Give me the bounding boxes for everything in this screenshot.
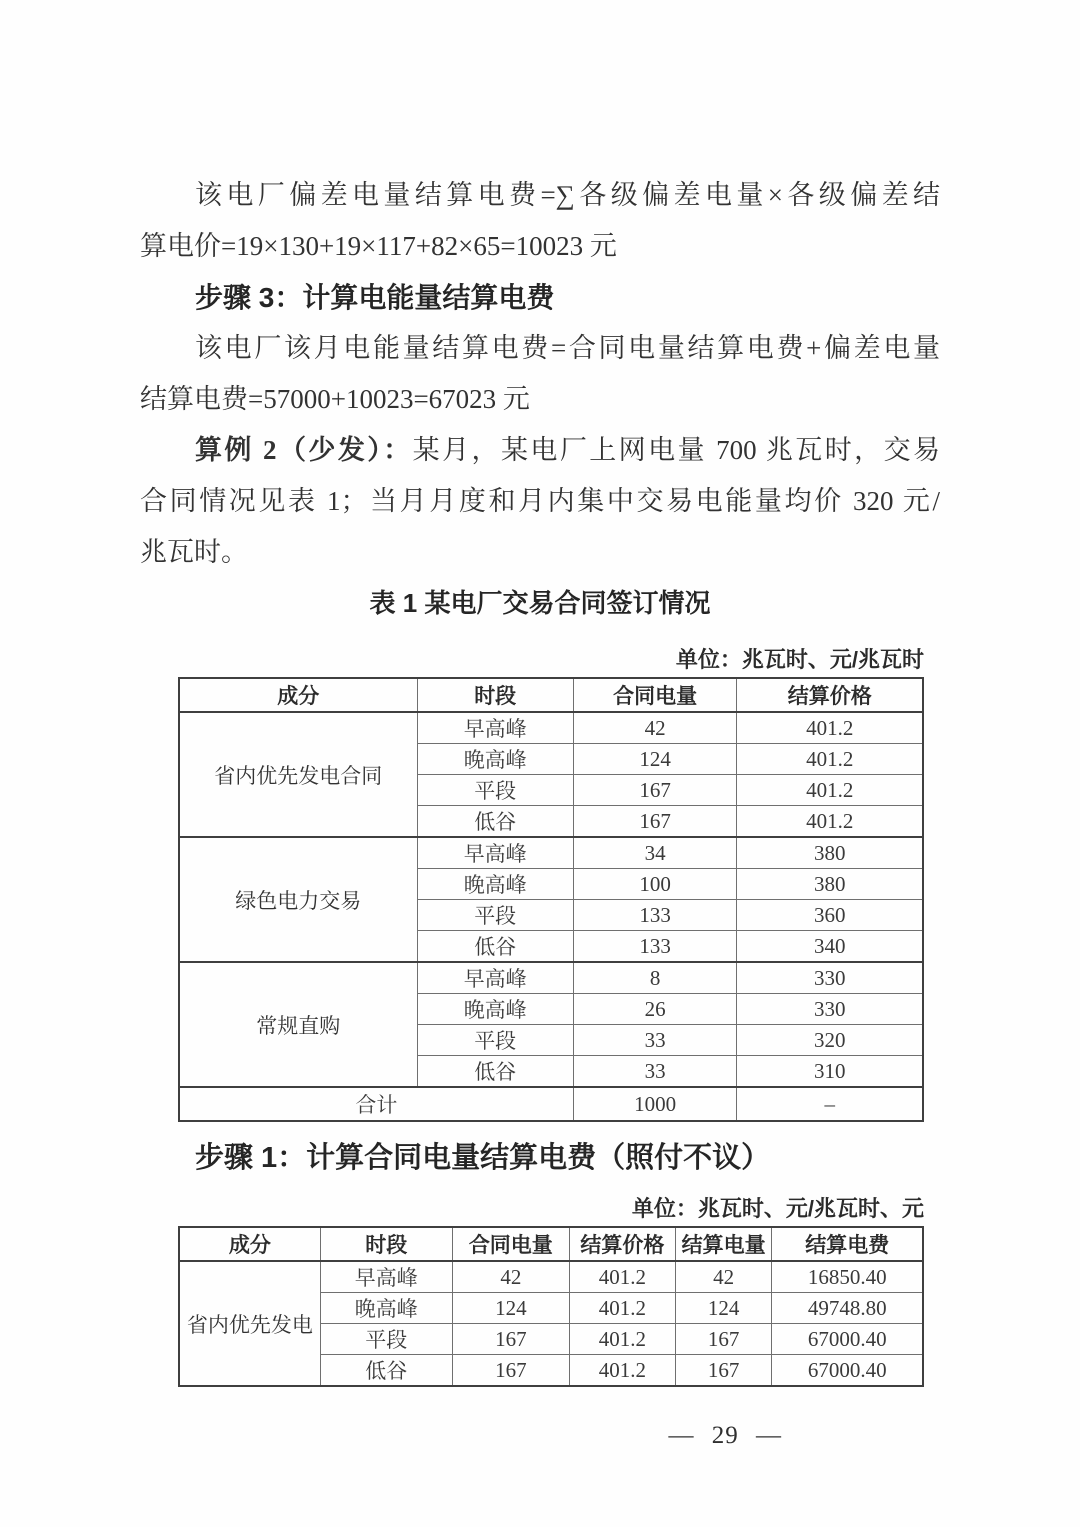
table1-group3-name: 常规直购 bbox=[179, 962, 417, 1087]
table-cell: 124 bbox=[675, 1293, 772, 1324]
table-cell: 401.2 bbox=[570, 1261, 676, 1293]
table-cell: 167 bbox=[573, 775, 737, 806]
table-cell: 310 bbox=[737, 1056, 923, 1088]
table1-total-volume: 1000 bbox=[573, 1087, 737, 1121]
paragraph2-line1: 该电厂该月电能量结算电费=合同电量结算电费+偏差电量 bbox=[195, 333, 940, 363]
paragraph1-line2: 算电价=19×130+19×117+82×65=10023 元 bbox=[140, 231, 617, 261]
table1-header-volume: 合同电量 bbox=[573, 678, 737, 712]
table-cell: 67000.40 bbox=[772, 1324, 923, 1355]
example2-line1-rest: 某月，某电厂上网电量 700 兆瓦时，交易 bbox=[412, 435, 941, 465]
table-cell: 401.2 bbox=[737, 775, 923, 806]
table-cell: 330 bbox=[737, 994, 923, 1025]
table-cell: 33 bbox=[573, 1056, 737, 1088]
table2-group-name: 省内优先发电 bbox=[179, 1261, 320, 1386]
table1-total-row bbox=[179, 1087, 923, 1121]
table2-header-contract-volume: 合同电量 bbox=[452, 1227, 570, 1261]
table-cell: 401.2 bbox=[737, 806, 923, 838]
table-cell: 124 bbox=[452, 1293, 570, 1324]
table-cell: 早高峰 bbox=[417, 712, 573, 744]
step1-heading: 步骤 1：计算合同电量结算电费（照付不议） bbox=[195, 1142, 771, 1174]
example2-line3: 兆瓦时。 bbox=[140, 537, 248, 567]
table-cell: 平段 bbox=[417, 775, 573, 806]
table-cell: 晚高峰 bbox=[417, 994, 573, 1025]
table1 bbox=[178, 677, 924, 1122]
table-cell: 42 bbox=[573, 712, 737, 744]
table-cell: 26 bbox=[573, 994, 737, 1025]
table-cell: 平段 bbox=[417, 1025, 573, 1056]
table1-caption: 表 1 某电厂交易合同签订情况 bbox=[369, 588, 711, 618]
table-cell: 380 bbox=[737, 837, 923, 869]
table2-unit-note: 单位：兆瓦时、元/兆瓦时、元 bbox=[631, 1196, 924, 1221]
table-cell: 低谷 bbox=[417, 806, 573, 838]
table-cell: 42 bbox=[452, 1261, 570, 1293]
table1-total-label: 合计 bbox=[179, 1087, 573, 1121]
table-cell: 167 bbox=[573, 806, 737, 838]
table-cell: 330 bbox=[737, 962, 923, 994]
table-cell: 8 bbox=[573, 962, 737, 994]
table-cell: 167 bbox=[452, 1324, 570, 1355]
table-cell: 低谷 bbox=[417, 1056, 573, 1088]
table-cell: 401.2 bbox=[737, 744, 923, 775]
table-cell: 低谷 bbox=[417, 931, 573, 963]
table-cell: 167 bbox=[675, 1324, 772, 1355]
table-cell: 133 bbox=[573, 900, 737, 931]
table2-header-settle-fee: 结算电费 bbox=[772, 1227, 923, 1261]
table2-header-row bbox=[179, 1227, 923, 1261]
table1-unit-note: 单位：兆瓦时、元/兆瓦时 bbox=[675, 647, 924, 672]
table-cell: 49748.80 bbox=[772, 1293, 923, 1324]
example2-lead: 算例 2（少发）： bbox=[195, 435, 413, 465]
table-cell: 低谷 bbox=[320, 1355, 452, 1387]
example2-line2: 合同情况见表 1；当月月度和月内集中交易电能量均价 320 元/ bbox=[140, 486, 940, 516]
table-cell: 早高峰 bbox=[417, 837, 573, 869]
table-cell: 401.2 bbox=[570, 1355, 676, 1387]
document-body bbox=[140, 0, 940, 1449]
table-cell: 34 bbox=[573, 837, 737, 869]
table-cell: 360 bbox=[737, 900, 923, 931]
table1-total-price: – bbox=[737, 1087, 923, 1121]
table-cell: 133 bbox=[573, 931, 737, 963]
example2-line1 bbox=[140, 425, 940, 476]
table2-header-settle-price: 结算价格 bbox=[570, 1227, 676, 1261]
table-cell: 67000.40 bbox=[772, 1355, 923, 1387]
table-cell: 401.2 bbox=[570, 1324, 676, 1355]
table-cell: 平段 bbox=[417, 900, 573, 931]
step3-heading: 步骤 3：计算电能量结算电费 bbox=[195, 282, 555, 313]
table1-header-component: 成分 bbox=[179, 678, 417, 712]
table1-group1-name: 省内优先发电合同 bbox=[179, 712, 417, 837]
table-cell: 平段 bbox=[320, 1324, 452, 1355]
table-cell: 晚高峰 bbox=[417, 869, 573, 900]
table1-group2-name: 绿色电力交易 bbox=[179, 837, 417, 962]
table1-row bbox=[179, 837, 923, 869]
table1-header-price: 结算价格 bbox=[737, 678, 923, 712]
table-cell: 33 bbox=[573, 1025, 737, 1056]
table2-header-period: 时段 bbox=[320, 1227, 452, 1261]
table1-row bbox=[179, 962, 923, 994]
table-cell: 早高峰 bbox=[417, 962, 573, 994]
table-cell: 380 bbox=[737, 869, 923, 900]
table1-header-row bbox=[179, 678, 923, 712]
page-number: — 29 — bbox=[668, 1422, 782, 1449]
table-cell: 401.2 bbox=[737, 712, 923, 744]
table-cell: 16850.40 bbox=[772, 1261, 923, 1293]
table-cell: 124 bbox=[573, 744, 737, 775]
table-cell: 167 bbox=[452, 1355, 570, 1387]
table-cell: 320 bbox=[737, 1025, 923, 1056]
table1-row bbox=[179, 712, 923, 744]
paragraph2-line2: 结算电费=57000+10023=67023 元 bbox=[140, 384, 530, 414]
table-cell: 401.2 bbox=[570, 1293, 676, 1324]
table-cell: 晚高峰 bbox=[320, 1293, 452, 1324]
table2-row bbox=[179, 1261, 923, 1293]
table2 bbox=[178, 1226, 924, 1387]
table-cell: 42 bbox=[675, 1261, 772, 1293]
table-cell: 340 bbox=[737, 931, 923, 963]
table-cell: 100 bbox=[573, 869, 737, 900]
table1-header-period: 时段 bbox=[417, 678, 573, 712]
table-cell: 167 bbox=[675, 1355, 772, 1387]
table2-header-settle-volume: 结算电量 bbox=[675, 1227, 772, 1261]
table-cell: 晚高峰 bbox=[417, 744, 573, 775]
paragraph1-line1: 该电厂偏差电量结算电费=∑各级偏差电量×各级偏差结 bbox=[195, 180, 940, 210]
table2-header-component: 成分 bbox=[179, 1227, 320, 1261]
table-cell: 早高峰 bbox=[320, 1261, 452, 1293]
